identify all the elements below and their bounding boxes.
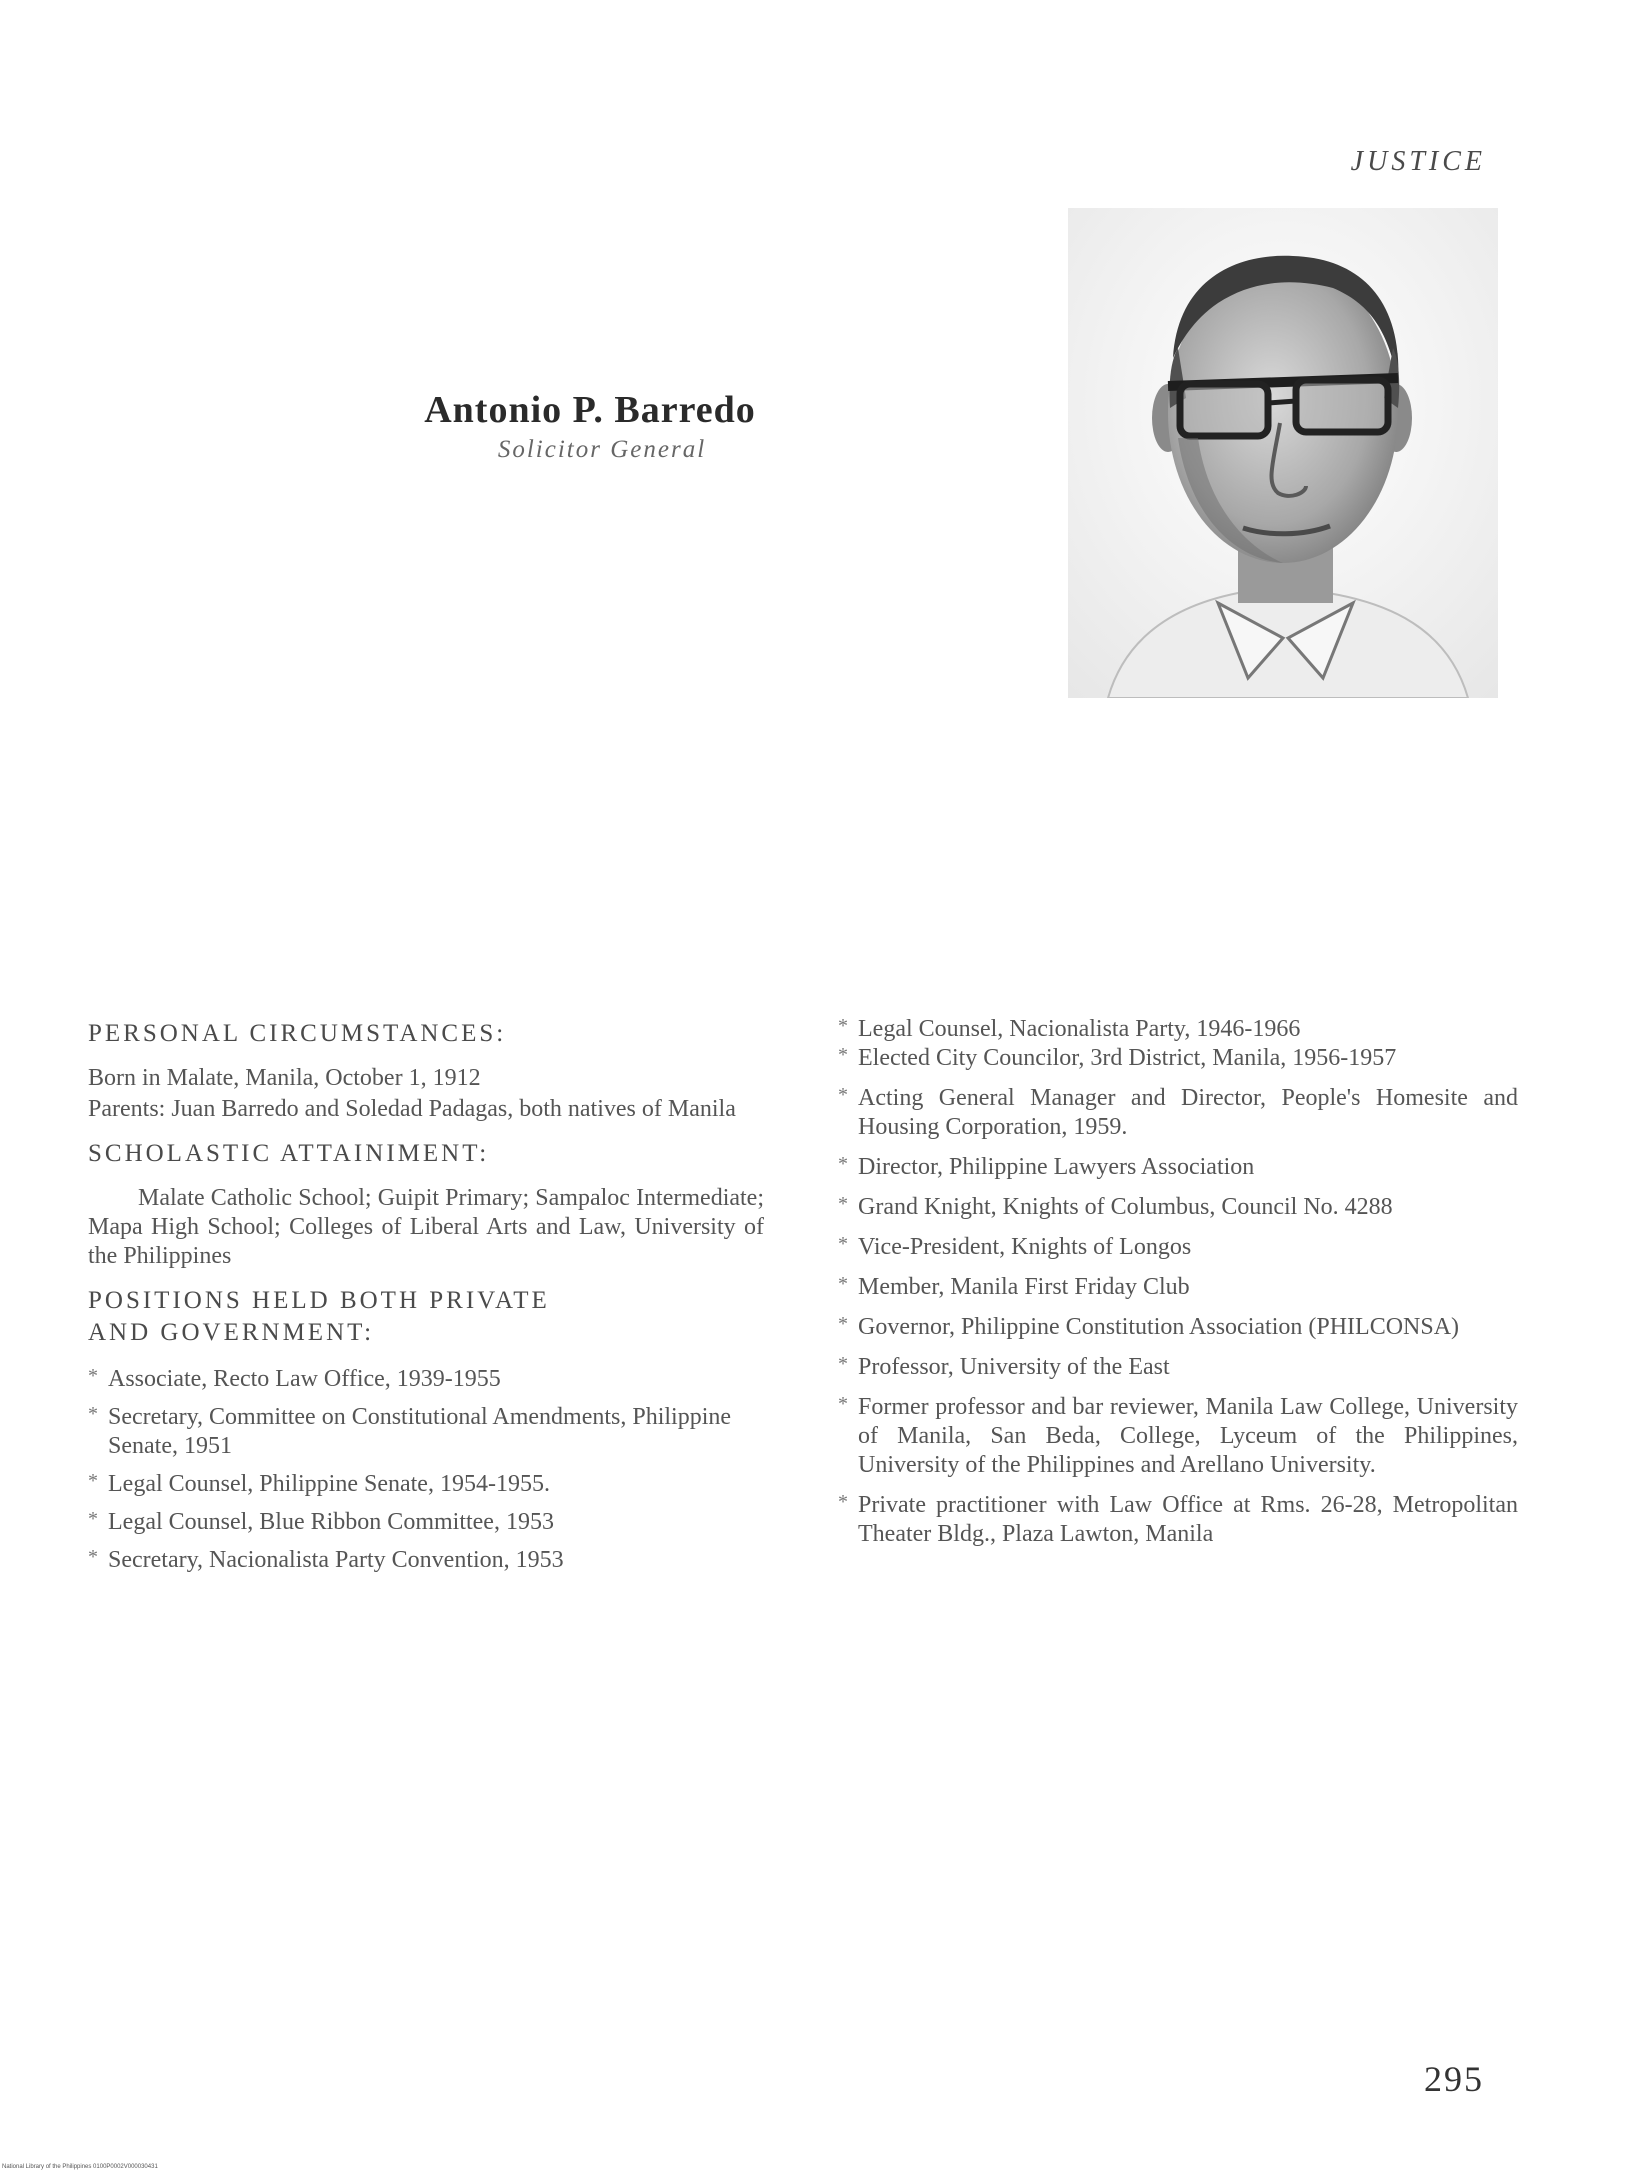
positions-heading — [88, 1285, 764, 1349]
list-item — [88, 1470, 764, 1499]
list-item — [838, 1015, 1518, 1044]
position-text: Vice-President, Knights of Longos — [858, 1234, 1192, 1260]
personal-circumstances-heading: PERSONAL CIRCUMSTANCES: — [88, 1020, 507, 1047]
parents-info: Parents: Juan Barredo and Soledad Padagas, both natives of Manila — [88, 1096, 736, 1122]
list-item — [88, 1508, 764, 1537]
left-column — [88, 1018, 764, 1584]
bullet-mark: * — [838, 1353, 848, 1375]
position-text: Professor, University of the East — [858, 1354, 1170, 1380]
position-text: Grand Knight, Knights of Columbus, Council No. 4288 — [858, 1194, 1393, 1220]
scholastic-text: Malate Catholic School; Guipit Primary; Sampaloc Intermediate; Mapa High School; Colleges of Liberal Arts and Law, University of the Philippines — [88, 1185, 764, 1269]
position-text: Secretary, Committee on Constitutional Amendments, Philippine Senate, 1951 — [108, 1404, 732, 1459]
bullet-mark: * — [838, 1153, 848, 1175]
list-item — [838, 1084, 1518, 1142]
list-item — [838, 1313, 1518, 1342]
position-text: Private practitioner with Law Office at Rms. 26-28, Metropolitan Theater Bldg., Plaza Lawton, Manila — [858, 1492, 1518, 1547]
position-text: Governor, Philippine Constitution Association (PHILCONSA) — [858, 1314, 1460, 1340]
list-item — [88, 1546, 764, 1575]
right-column — [838, 1015, 1518, 1560]
position-text: Legal Counsel, Nacionalista Party, 1946-1966 — [858, 1016, 1301, 1042]
bullet-mark: * — [88, 1546, 98, 1568]
list-item — [838, 1353, 1518, 1382]
position-text: Secretary, Nacionalista Party Convention, 1953 — [108, 1547, 564, 1573]
positions-heading-line2: AND GOVERNMENT: — [88, 1319, 375, 1346]
position-text: Former professor and bar reviewer, Manila Law College, University of Manila, San Beda, College, Lyceum of the Philippines, University of the Philippines and Arellano University. — [858, 1394, 1518, 1478]
bullet-mark: * — [88, 1470, 98, 1492]
positions-list-right — [838, 1015, 1518, 1549]
list-item — [838, 1153, 1518, 1182]
list-item — [838, 1233, 1518, 1262]
name-block — [380, 388, 800, 464]
bullet-mark: * — [88, 1365, 98, 1387]
bullet-mark: * — [88, 1403, 98, 1425]
bullet-mark: * — [838, 1491, 848, 1513]
bullet-mark: * — [838, 1044, 848, 1066]
list-item — [88, 1365, 764, 1394]
bullet-mark: * — [838, 1084, 848, 1106]
bullet-mark: * — [838, 1233, 848, 1255]
position-text: Acting General Manager and Director, People's Homesite and Housing Corporation, 1959. — [858, 1085, 1518, 1140]
positions-heading-line1: POSITIONS HELD BOTH PRIVATE — [88, 1287, 550, 1314]
position-text: Director, Philippine Lawyers Association — [858, 1154, 1255, 1180]
person-title: Solicitor General — [497, 436, 707, 463]
section-tag: JUSTICE — [1350, 146, 1486, 177]
bullet-mark: * — [838, 1393, 848, 1415]
positions-list-left — [88, 1365, 764, 1575]
bullet-mark: * — [838, 1015, 848, 1037]
portrait-photo — [1068, 208, 1498, 698]
bullet-mark: * — [88, 1508, 98, 1530]
list-item — [838, 1044, 1518, 1073]
list-item — [838, 1393, 1518, 1480]
list-item — [838, 1273, 1518, 1302]
list-item — [838, 1491, 1518, 1549]
scholastic-heading: SCHOLASTIC ATTAINIMENT: — [88, 1140, 490, 1167]
footer-note: National Library of the Philippines 0100P0002V000030431 — [2, 2164, 158, 2170]
position-text: Associate, Recto Law Office, 1939-1955 — [108, 1366, 501, 1392]
list-item — [88, 1403, 764, 1461]
position-text: Legal Counsel, Philippine Senate, 1954-1955. — [108, 1471, 550, 1497]
position-text: Member, Manila First Friday Club — [858, 1274, 1190, 1300]
list-item — [838, 1193, 1518, 1222]
bullet-mark: * — [838, 1193, 848, 1215]
bullet-mark: * — [838, 1273, 848, 1295]
position-text: Legal Counsel, Blue Ribbon Committee, 1953 — [108, 1509, 554, 1535]
birth-info: Born in Malate, Manila, October 1, 1912 — [88, 1065, 481, 1091]
position-text: Elected City Councilor, 3rd District, Manila, 1956-1957 — [858, 1045, 1397, 1071]
page-number: 295 — [1424, 2059, 1484, 2099]
person-name: Antonio P. Barredo — [424, 389, 756, 431]
bullet-mark: * — [838, 1313, 848, 1335]
